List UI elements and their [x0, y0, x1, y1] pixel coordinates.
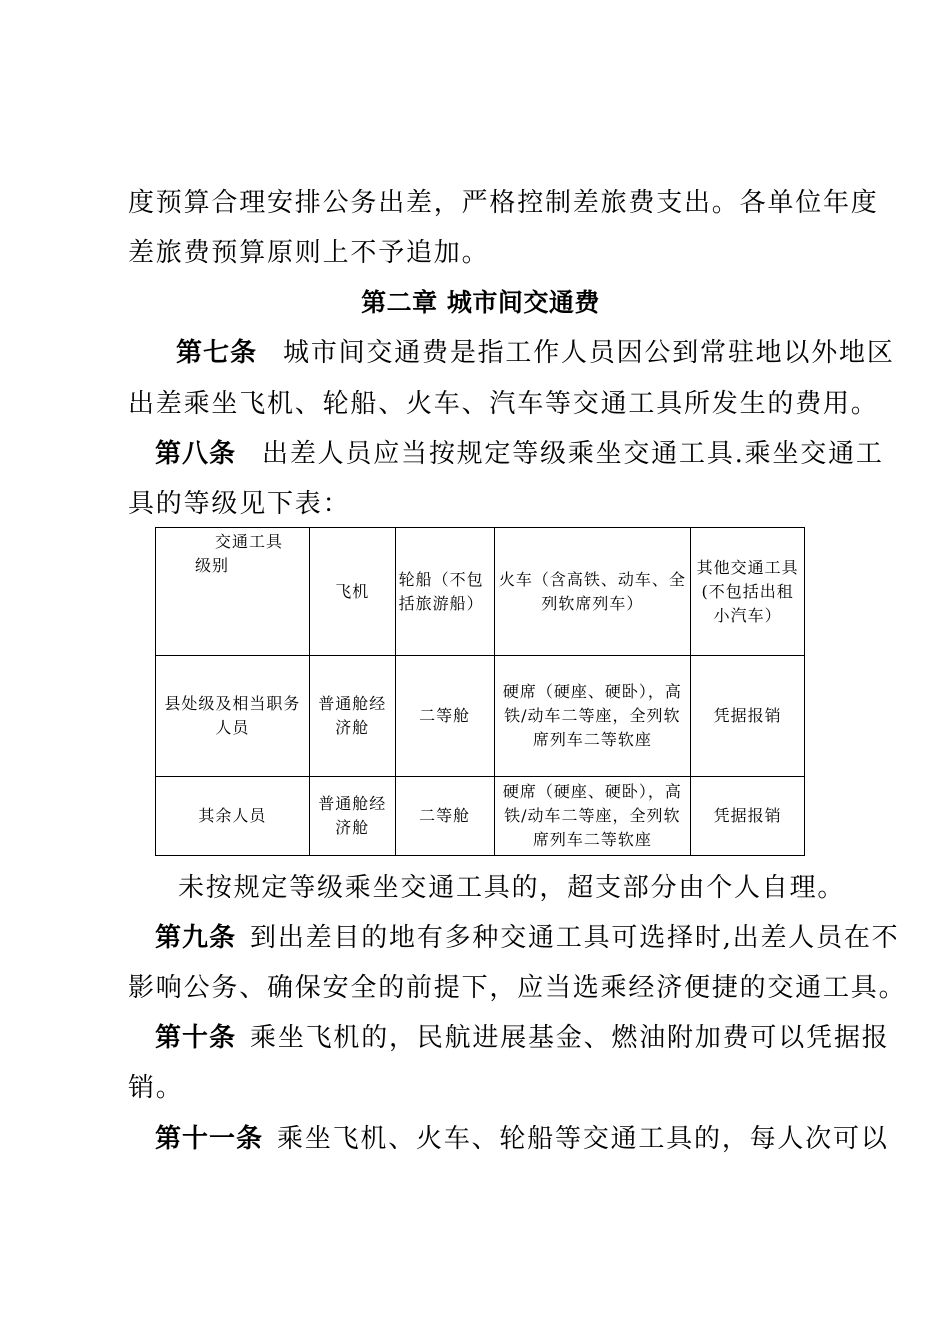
header-plane: 飞机: [309, 528, 395, 656]
article-7-label: 第七条: [176, 338, 258, 368]
cell-train: 硬席（硬座、硬卧），高铁/动车二等座，全列软席列车二等软座: [494, 777, 691, 856]
table-corner-cell: [156, 528, 310, 656]
article-11-text: 乘坐飞机、火车、轮船等交通工具的，每人次可以: [277, 1124, 889, 1154]
article-10-text: 乘坐飞机的，民航进展基金、燃油附加费可以凭据报: [250, 1023, 890, 1053]
article-9-text: 到出差目的地有多种交通工具可选择时,出差人员在不: [250, 923, 900, 953]
article-9-line-2: 影响公务、确保安全的前提下，应当选乘经济便捷的交通工具。: [128, 973, 907, 1003]
article-9-label: 第九条: [155, 923, 237, 953]
cell-train: 硬席（硬座、硬卧），高铁/动车二等座，全列软席列车二等软座: [494, 656, 691, 777]
cell-other: 凭据报销: [691, 656, 805, 777]
article-7-text: 城市间交通费是指工作人员因公到常驻地以外地区: [283, 338, 895, 368]
article-8-text: 出差人员应当按规定等级乘坐交通工具.乘坐交通工: [262, 439, 884, 469]
corner-label-top: 交通工具: [215, 532, 284, 551]
article-10-line: [155, 1021, 890, 1055]
article-10-label: 第十条: [155, 1023, 237, 1053]
cell-other: 凭据报销: [691, 777, 805, 856]
article-11-label: 第十一条: [155, 1124, 264, 1154]
cell-level: 县处级及相当职务人员: [156, 656, 310, 777]
article-10-line-2: 销。: [128, 1073, 184, 1103]
table-row: [156, 656, 805, 777]
article-8-label: 第八条: [155, 439, 237, 469]
header-train: 火车（含高铁、动车、全列软席列车）: [494, 528, 691, 656]
article-11-line: [155, 1122, 889, 1156]
transport-level-table: [155, 527, 805, 856]
header-other: 其他交通工具(不包括出租小汽车）: [691, 528, 805, 656]
article-8-line-2: 具的等级见下表：: [128, 489, 351, 519]
cell-ship: 二等舱: [395, 777, 494, 856]
paragraph-line: 度预算合理安排公务出差，严格控制差旅费支出。各单位年度: [128, 188, 879, 218]
paragraph-line: 差旅费预算原则上不予追加。: [128, 238, 490, 268]
article-7-line-2: 出差乘坐飞机、轮船、火车、汽车等交通工具所发生的费用。: [128, 389, 879, 419]
after-table-line: 未按规定等级乘坐交通工具的，超支部分由个人自理。: [178, 873, 846, 903]
table-header-row: [156, 528, 805, 656]
chapter-title: 第二章 城市间交通费: [361, 288, 600, 317]
cell-plane: 普通舱经济舱: [309, 656, 395, 777]
article-8-line: [155, 437, 884, 471]
cell-ship: 二等舱: [395, 656, 494, 777]
corner-label-bottom: 级别: [195, 556, 230, 575]
header-ship: 轮船（不包括旅游船）: [395, 528, 494, 656]
table-row: [156, 777, 805, 856]
cell-plane: 普通舱经济舱: [309, 777, 395, 856]
article-7-line: [176, 336, 895, 370]
cell-level: 其余人员: [156, 777, 310, 856]
article-9-line: [155, 921, 900, 955]
